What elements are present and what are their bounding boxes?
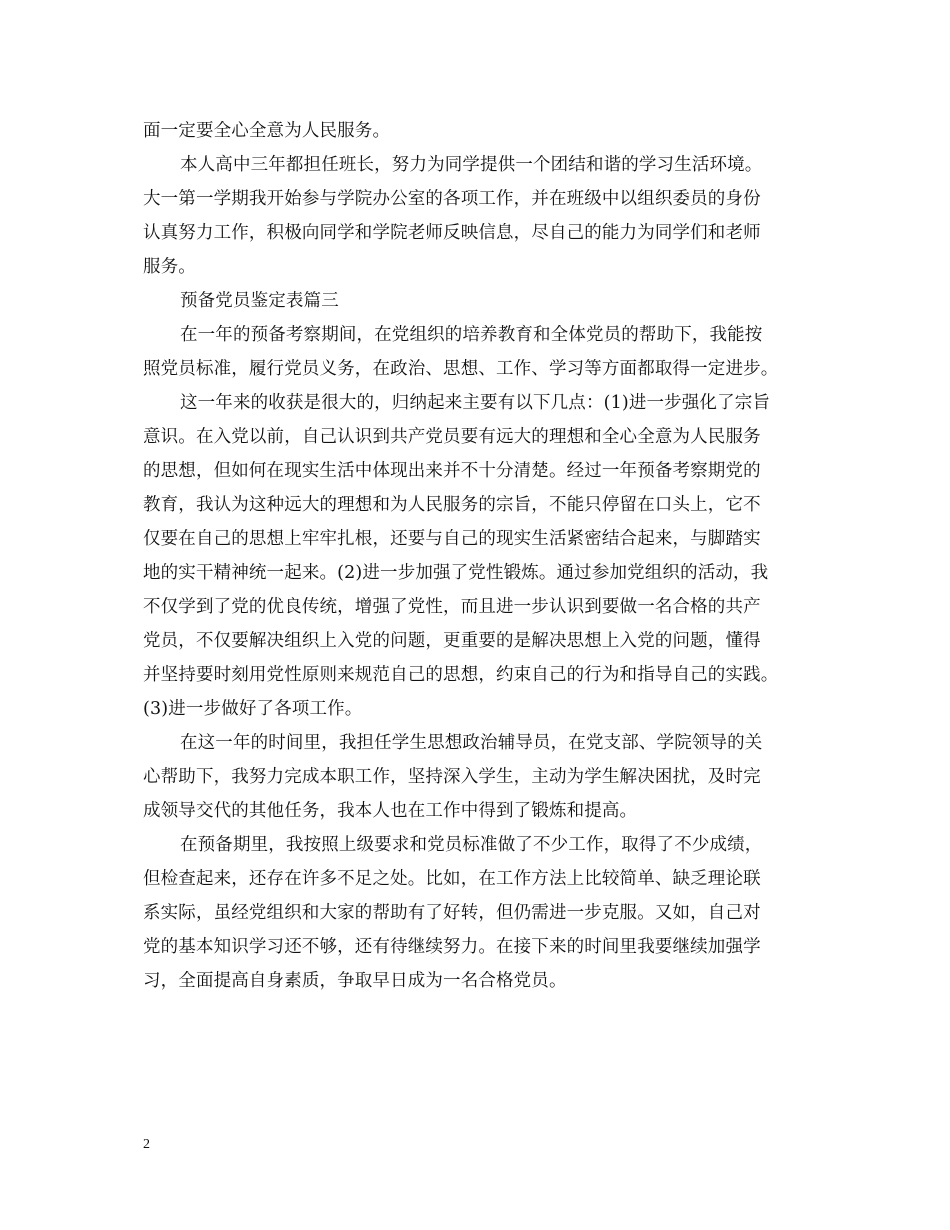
text-line: 但检查起来，还存在许多不足之处。比如，在工作方法上比较简单、缺乏理论联	[143, 869, 761, 889]
text-line: 服务。	[143, 257, 196, 277]
text-line: 成领导交代的其他任务，我本人也在工作中得到了锻炼和提高。	[143, 801, 638, 821]
text-line: 的思想，但如何在现实生活中体现出来并不十分清楚。经过一年预备考察期党的	[143, 461, 761, 481]
text-line: 习，全面提高自身素质，争取早日成为一名合格党员。	[143, 971, 567, 991]
text-line: 大一第一学期我开始参与学院办公室的各项工作，并在班级中以组织委员的身份	[143, 189, 761, 209]
text-line: 地的实干精神统一起来。(2)进一步加强了党性锻炼。通过参加党组织的活动，我	[143, 563, 769, 583]
paragraph-start-line: 在一年的预备考察期间，在党组织的培养教育和全体党员的帮助下，我能按	[180, 325, 763, 345]
document-body	[143, 114, 823, 998]
text-line: 面一定要全心全意为人民服务。	[143, 121, 391, 141]
text-line: 认真努力工作，积极向同学和学院老师反映信息，尽自己的能力为同学们和老师	[143, 223, 761, 243]
text-line: 教育，我认为这种远大的理想和为人民服务的宗旨，不能只停留在口头上，它不	[143, 495, 761, 515]
text-line: 党的基本知识学习还不够，还有待继续努力。在接下来的时间里我要继续加强学	[143, 937, 761, 957]
text-line: 仅要在自己的思想上牢牢扎根，还要与自己的现实生活紧密结合起来，与脚踏实	[143, 529, 761, 549]
text-line: 意识。在入党以前，自己认识到共产党员要有远大的理想和全心全意为人民服务	[143, 427, 761, 447]
paragraph-start-line: 这一年来的收获是很大的，归纳起来主要有以下几点：(1)进一步强化了宗旨	[180, 393, 771, 413]
text-line: 不仅学到了党的优良传统，增强了党性，而且进一步认识到要做一名合格的共产	[143, 597, 761, 617]
paragraph-start-line: 在这一年的时间里，我担任学生思想政治辅导员，在党支部、学院领导的关	[180, 733, 763, 753]
text-line: 照党员标准，履行党员义务，在政治、思想、工作、学习等方面都取得一定进步。	[143, 359, 779, 379]
page-number: 2	[143, 1137, 150, 1152]
paragraph-start-line: 本人高中三年都担任班长，努力为同学提供一个团结和谐的学习生活环境。	[180, 155, 763, 175]
text-line: 党员，不仅要解决组织上入党的问题，更重要的是解决思想上入党的问题，懂得	[143, 631, 761, 651]
text-line: 并坚持要时刻用党性原则来规范自己的思想，约束自己的行为和指导自己的实践。	[143, 665, 779, 685]
section-heading: 预备党员鉴定表篇三	[180, 291, 339, 311]
text-line: 心帮助下，我努力完成本职工作，坚持深入学生，主动为学生解决困扰，及时完	[143, 767, 761, 787]
paragraph-start-line: 在预备期里，我按照上级要求和党员标准做了不少工作，取得了不少成绩，	[180, 835, 763, 855]
text-line: 系实际，虽经党组织和大家的帮助有了好转，但仍需进一步克服。又如，自己对	[143, 903, 761, 923]
text-line: (3)进一步做好了各项工作。	[143, 699, 363, 719]
